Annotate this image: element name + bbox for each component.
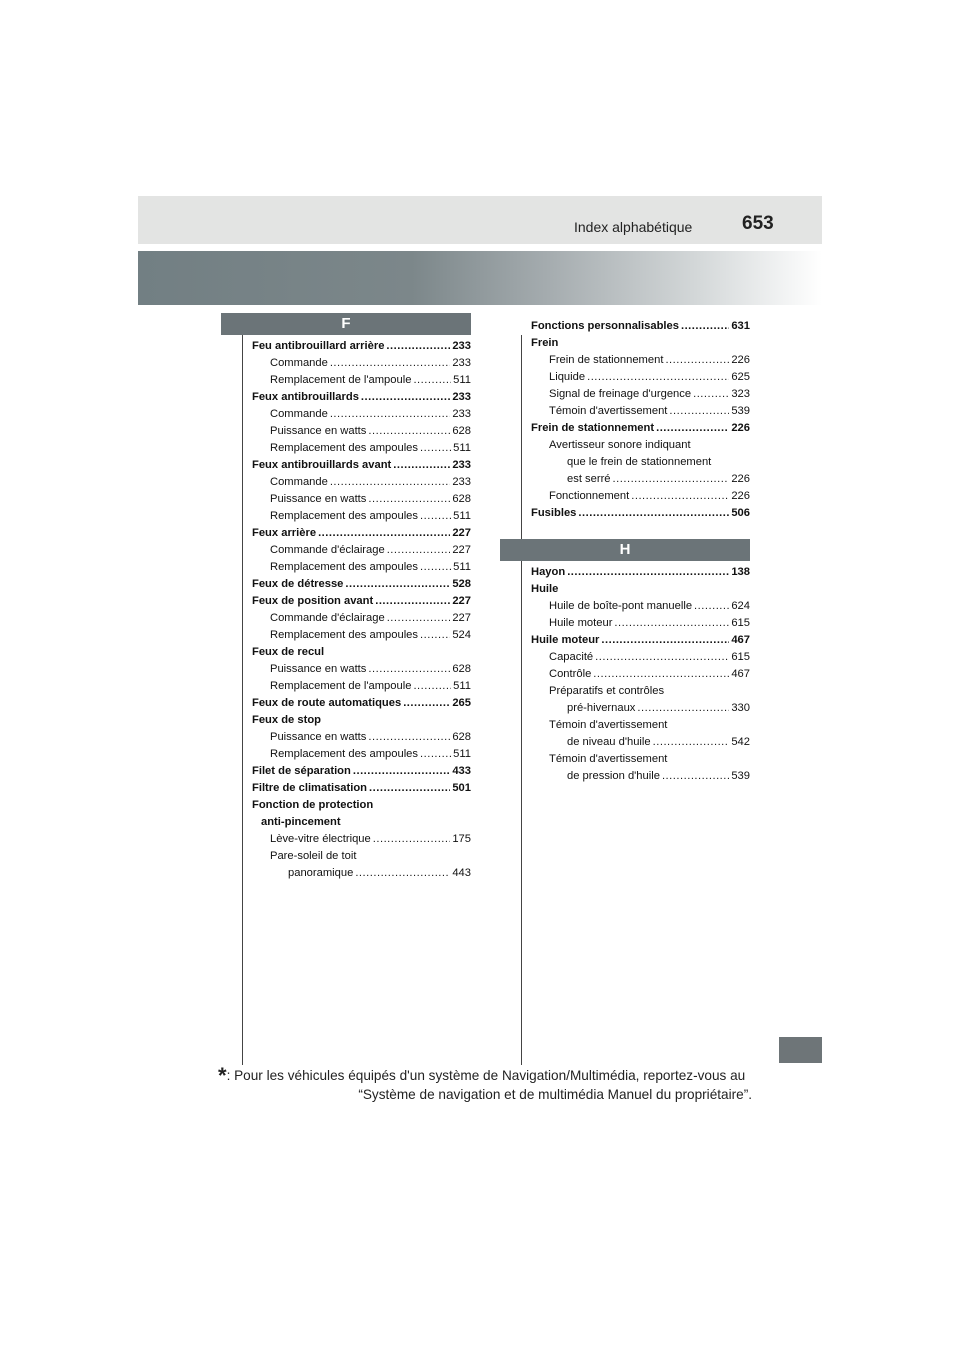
leader-dots (631, 488, 729, 505)
leader-dots (330, 406, 451, 423)
entry-text: Commande d'éclairage (270, 612, 385, 624)
entry-page: 227 (452, 527, 471, 539)
entry-text: Avertisseur sonore indiquant (549, 439, 691, 451)
leader-dots (355, 865, 450, 882)
entry-text: Huile moteur (549, 617, 613, 629)
index-entry (531, 649, 750, 666)
entry-page: 265 (452, 697, 471, 709)
entry-page: 233 (452, 476, 471, 488)
entry-text: Témoin d'avertissement (549, 405, 668, 417)
index-entry (252, 440, 471, 457)
entry-page: 524 (452, 629, 471, 641)
index-entry (252, 457, 471, 474)
leader-dots (656, 420, 729, 437)
entry-page: 539 (731, 405, 750, 417)
leader-dots (387, 542, 451, 559)
leader-dots (353, 763, 450, 780)
index-entry (531, 615, 750, 632)
index-entry (531, 734, 750, 751)
footnote-line1: : Pour les véhicules équipés d'un système de Navigation/Multimédia, reportez-vous au (226, 1068, 746, 1083)
leader-dots (420, 627, 450, 644)
footnote-star: * (218, 1063, 227, 1088)
index-entry (252, 695, 471, 712)
index-entry (531, 683, 750, 700)
leader-dots (420, 508, 451, 525)
entry-text: Contrôle (549, 668, 592, 680)
entry-page: 506 (731, 507, 750, 519)
index-entry (252, 508, 471, 525)
leader-dots (373, 831, 451, 848)
index-entry (531, 581, 750, 598)
entry-page: 628 (452, 493, 471, 505)
index-entry (531, 318, 750, 335)
entry-page: 138 (731, 566, 750, 578)
entry-text: Capacité (549, 651, 594, 663)
entry-page: 226 (731, 422, 750, 434)
entry-text: Préparatifs et contrôles (549, 685, 665, 697)
index-entry (531, 700, 750, 717)
index-entry (531, 386, 750, 403)
leader-dots (413, 372, 451, 389)
leader-dots (361, 389, 450, 406)
leader-dots (330, 474, 451, 491)
index-entry (531, 488, 750, 505)
leader-dots (403, 695, 450, 712)
entry-page: 233 (452, 340, 471, 352)
entry-text: Pare-soleil de toit (270, 850, 357, 862)
index-entry (531, 454, 750, 471)
leader-dots (375, 593, 450, 610)
entry-text: de niveau d'huile (567, 736, 651, 748)
entry-page: 511 (453, 374, 471, 386)
entry-text: Feux de recul (252, 646, 325, 658)
index-entry (252, 610, 471, 627)
header-bar (138, 196, 822, 244)
entry-page: 226 (731, 354, 750, 366)
entry-text: Commande (270, 357, 328, 369)
entry-text: Lève-vitre électrique (270, 833, 371, 845)
entry-page: 628 (452, 663, 471, 675)
index-entry (531, 420, 750, 437)
entry-page: 542 (731, 736, 750, 748)
index-entry (252, 474, 471, 491)
entry-page: 233 (452, 357, 471, 369)
section-heading-h: H (500, 539, 750, 561)
leader-dots (593, 666, 729, 683)
entry-text: Huile (531, 583, 559, 595)
index-entry (252, 661, 471, 678)
footnote-line2: “Système de navigation et de multimédia Manuel du propriétaire”. (358, 1087, 752, 1102)
footnote (218, 1063, 752, 1104)
index-entry (531, 369, 750, 386)
index-column-f-continued (531, 318, 750, 522)
entry-page: 511 (453, 748, 471, 760)
index-entry (531, 403, 750, 420)
leader-dots (694, 598, 729, 615)
leader-dots (614, 615, 729, 632)
index-entry (252, 831, 471, 848)
entry-text: Fonctions personnalisables (531, 320, 679, 332)
entry-text: Hayon (531, 566, 566, 578)
entry-text: Signal de freinage d'urgence (549, 388, 692, 400)
entry-text: que le frein de stationnement (567, 456, 712, 468)
leader-dots (420, 746, 451, 763)
entry-text: Feux de stop (252, 714, 321, 726)
index-entry (252, 814, 471, 831)
banner-gradient (138, 251, 822, 305)
index-entry (252, 644, 471, 661)
leader-dots (393, 457, 450, 474)
entry-page: 175 (452, 833, 471, 845)
entry-text: Témoin d'avertissement (549, 753, 668, 765)
leader-dots (330, 355, 451, 372)
leader-dots (567, 564, 729, 581)
entry-text: Feux de route automatiques (252, 697, 402, 709)
entry-text: Remplacement de l'ampoule (270, 374, 412, 386)
leader-dots (595, 649, 729, 666)
leader-dots (637, 700, 729, 717)
index-entry (531, 751, 750, 768)
entry-page: 511 (453, 680, 471, 692)
entry-text: Remplacement de l'ampoule (270, 680, 412, 692)
entry-page: 443 (452, 867, 471, 879)
entry-text: Filet de séparation (252, 765, 351, 777)
entry-text: Filtre de climatisation (252, 782, 368, 794)
entry-text: Feux antibrouillards (252, 391, 359, 403)
entry-text: anti-pincement (261, 816, 341, 828)
index-entry (252, 338, 471, 355)
leader-dots (368, 423, 450, 440)
leader-dots (368, 729, 450, 746)
index-entry (252, 406, 471, 423)
left-column-rule (242, 335, 243, 1065)
entry-text: Fonction de protection (252, 799, 374, 811)
leader-dots (653, 734, 730, 751)
entry-text: Commande (270, 476, 328, 488)
index-entry (531, 564, 750, 581)
index-entry (252, 797, 471, 814)
entry-page: 467 (731, 668, 750, 680)
entry-page: 226 (731, 473, 750, 485)
entry-page: 323 (731, 388, 750, 400)
entry-text: Feux arrière (252, 527, 317, 539)
right-column-rule (521, 335, 522, 1065)
index-entry (252, 372, 471, 389)
entry-text: Puissance en watts (270, 731, 367, 743)
entry-page: 233 (452, 459, 471, 471)
entry-page: 233 (452, 391, 471, 403)
entry-text: Frein de stationnement (531, 422, 655, 434)
entry-text: Frein (531, 337, 559, 349)
leader-dots (669, 403, 729, 420)
entry-text: de pression d'huile (567, 770, 660, 782)
entry-page: 631 (731, 320, 750, 332)
entry-page: 624 (731, 600, 750, 612)
entry-page: 511 (453, 442, 471, 454)
index-entry (252, 389, 471, 406)
leader-dots (681, 318, 729, 335)
entry-page: 233 (452, 408, 471, 420)
entry-page: 625 (731, 371, 750, 383)
index-entry (252, 576, 471, 593)
entry-page: 511 (453, 510, 471, 522)
index-entry (531, 437, 750, 454)
entry-text: Feu antibrouillard arrière (252, 340, 385, 352)
index-entry (531, 717, 750, 734)
entry-page: 501 (452, 782, 471, 794)
index-entry (252, 746, 471, 763)
entry-text: est serré (567, 473, 611, 485)
index-entry (531, 352, 750, 369)
entry-page: 227 (452, 612, 471, 624)
entry-text: Puissance en watts (270, 425, 367, 437)
entry-page: 227 (452, 544, 471, 556)
leader-dots (578, 505, 729, 522)
index-column-h (531, 564, 750, 785)
entry-page: 226 (731, 490, 750, 502)
leader-dots (369, 780, 450, 797)
index-entry (531, 471, 750, 488)
index-entry (252, 712, 471, 729)
entry-text: Feux de position avant (252, 595, 374, 607)
leader-dots (345, 576, 450, 593)
entry-text: panoramique (288, 867, 354, 879)
section-title: Index alphabétique (574, 219, 693, 235)
leader-dots (368, 491, 450, 508)
index-entry (252, 780, 471, 797)
index-entry (531, 632, 750, 649)
entry-page: 539 (731, 770, 750, 782)
entry-page: 467 (731, 634, 750, 646)
entry-page: 227 (452, 595, 471, 607)
index-entry (252, 525, 471, 542)
entry-page: 615 (731, 651, 750, 663)
leader-dots (662, 768, 729, 785)
leader-dots (613, 471, 730, 488)
index-entry (252, 559, 471, 576)
entry-text: Commande d'éclairage (270, 544, 385, 556)
leader-dots (413, 678, 451, 695)
entry-text: Remplacement des ampoules (270, 442, 418, 454)
leader-dots (318, 525, 450, 542)
leader-dots (587, 369, 729, 386)
entry-text: Feux antibrouillards avant (252, 459, 392, 471)
index-entry (531, 335, 750, 352)
entry-page: 628 (452, 425, 471, 437)
entry-text: Fusibles (531, 507, 577, 519)
entry-page: 615 (731, 617, 750, 629)
leader-dots (368, 661, 450, 678)
index-entry (252, 678, 471, 695)
leader-dots (420, 559, 451, 576)
entry-text: pré-hivernaux (567, 702, 636, 714)
chapter-tab (779, 1037, 822, 1063)
entry-text: Puissance en watts (270, 663, 367, 675)
entry-text: Remplacement des ampoules (270, 510, 418, 522)
entry-page: 528 (452, 578, 471, 590)
entry-text: Remplacement des ampoules (270, 561, 418, 573)
index-entry (252, 491, 471, 508)
index-entry (531, 505, 750, 522)
index-entry (252, 542, 471, 559)
entry-text: Remplacement des ampoules (270, 629, 418, 641)
leader-dots (387, 610, 451, 627)
index-entry (252, 848, 471, 865)
index-column-f (252, 338, 471, 882)
index-entry (252, 865, 471, 882)
index-entry (252, 763, 471, 780)
entry-page: 433 (452, 765, 471, 777)
entry-text: Liquide (549, 371, 586, 383)
entry-text: Huile de boîte-pont manuelle (549, 600, 693, 612)
index-entry (531, 598, 750, 615)
index-entry (252, 423, 471, 440)
entry-text: Frein de stationnement (549, 354, 664, 366)
entry-text: Feux de détresse (252, 578, 344, 590)
section-heading-f: F (221, 313, 471, 335)
entry-text: Remplacement des ampoules (270, 748, 418, 760)
index-entry (531, 768, 750, 785)
entry-text: Puissance en watts (270, 493, 367, 505)
index-entry (252, 729, 471, 746)
entry-text: Commande (270, 408, 328, 420)
index-entry (252, 627, 471, 644)
entry-text: Témoin d'avertissement (549, 719, 668, 731)
index-entry (252, 355, 471, 372)
leader-dots (601, 632, 729, 649)
entry-text: Huile moteur (531, 634, 600, 646)
leader-dots (386, 338, 450, 355)
page-number: 653 (742, 213, 774, 234)
entry-page: 628 (452, 731, 471, 743)
index-entry (252, 593, 471, 610)
entry-page: 511 (453, 561, 471, 573)
entry-text: Fonctionnement (549, 490, 630, 502)
index-entry (531, 666, 750, 683)
leader-dots (420, 440, 451, 457)
entry-page: 330 (731, 702, 750, 714)
leader-dots (693, 386, 729, 403)
leader-dots (665, 352, 729, 369)
